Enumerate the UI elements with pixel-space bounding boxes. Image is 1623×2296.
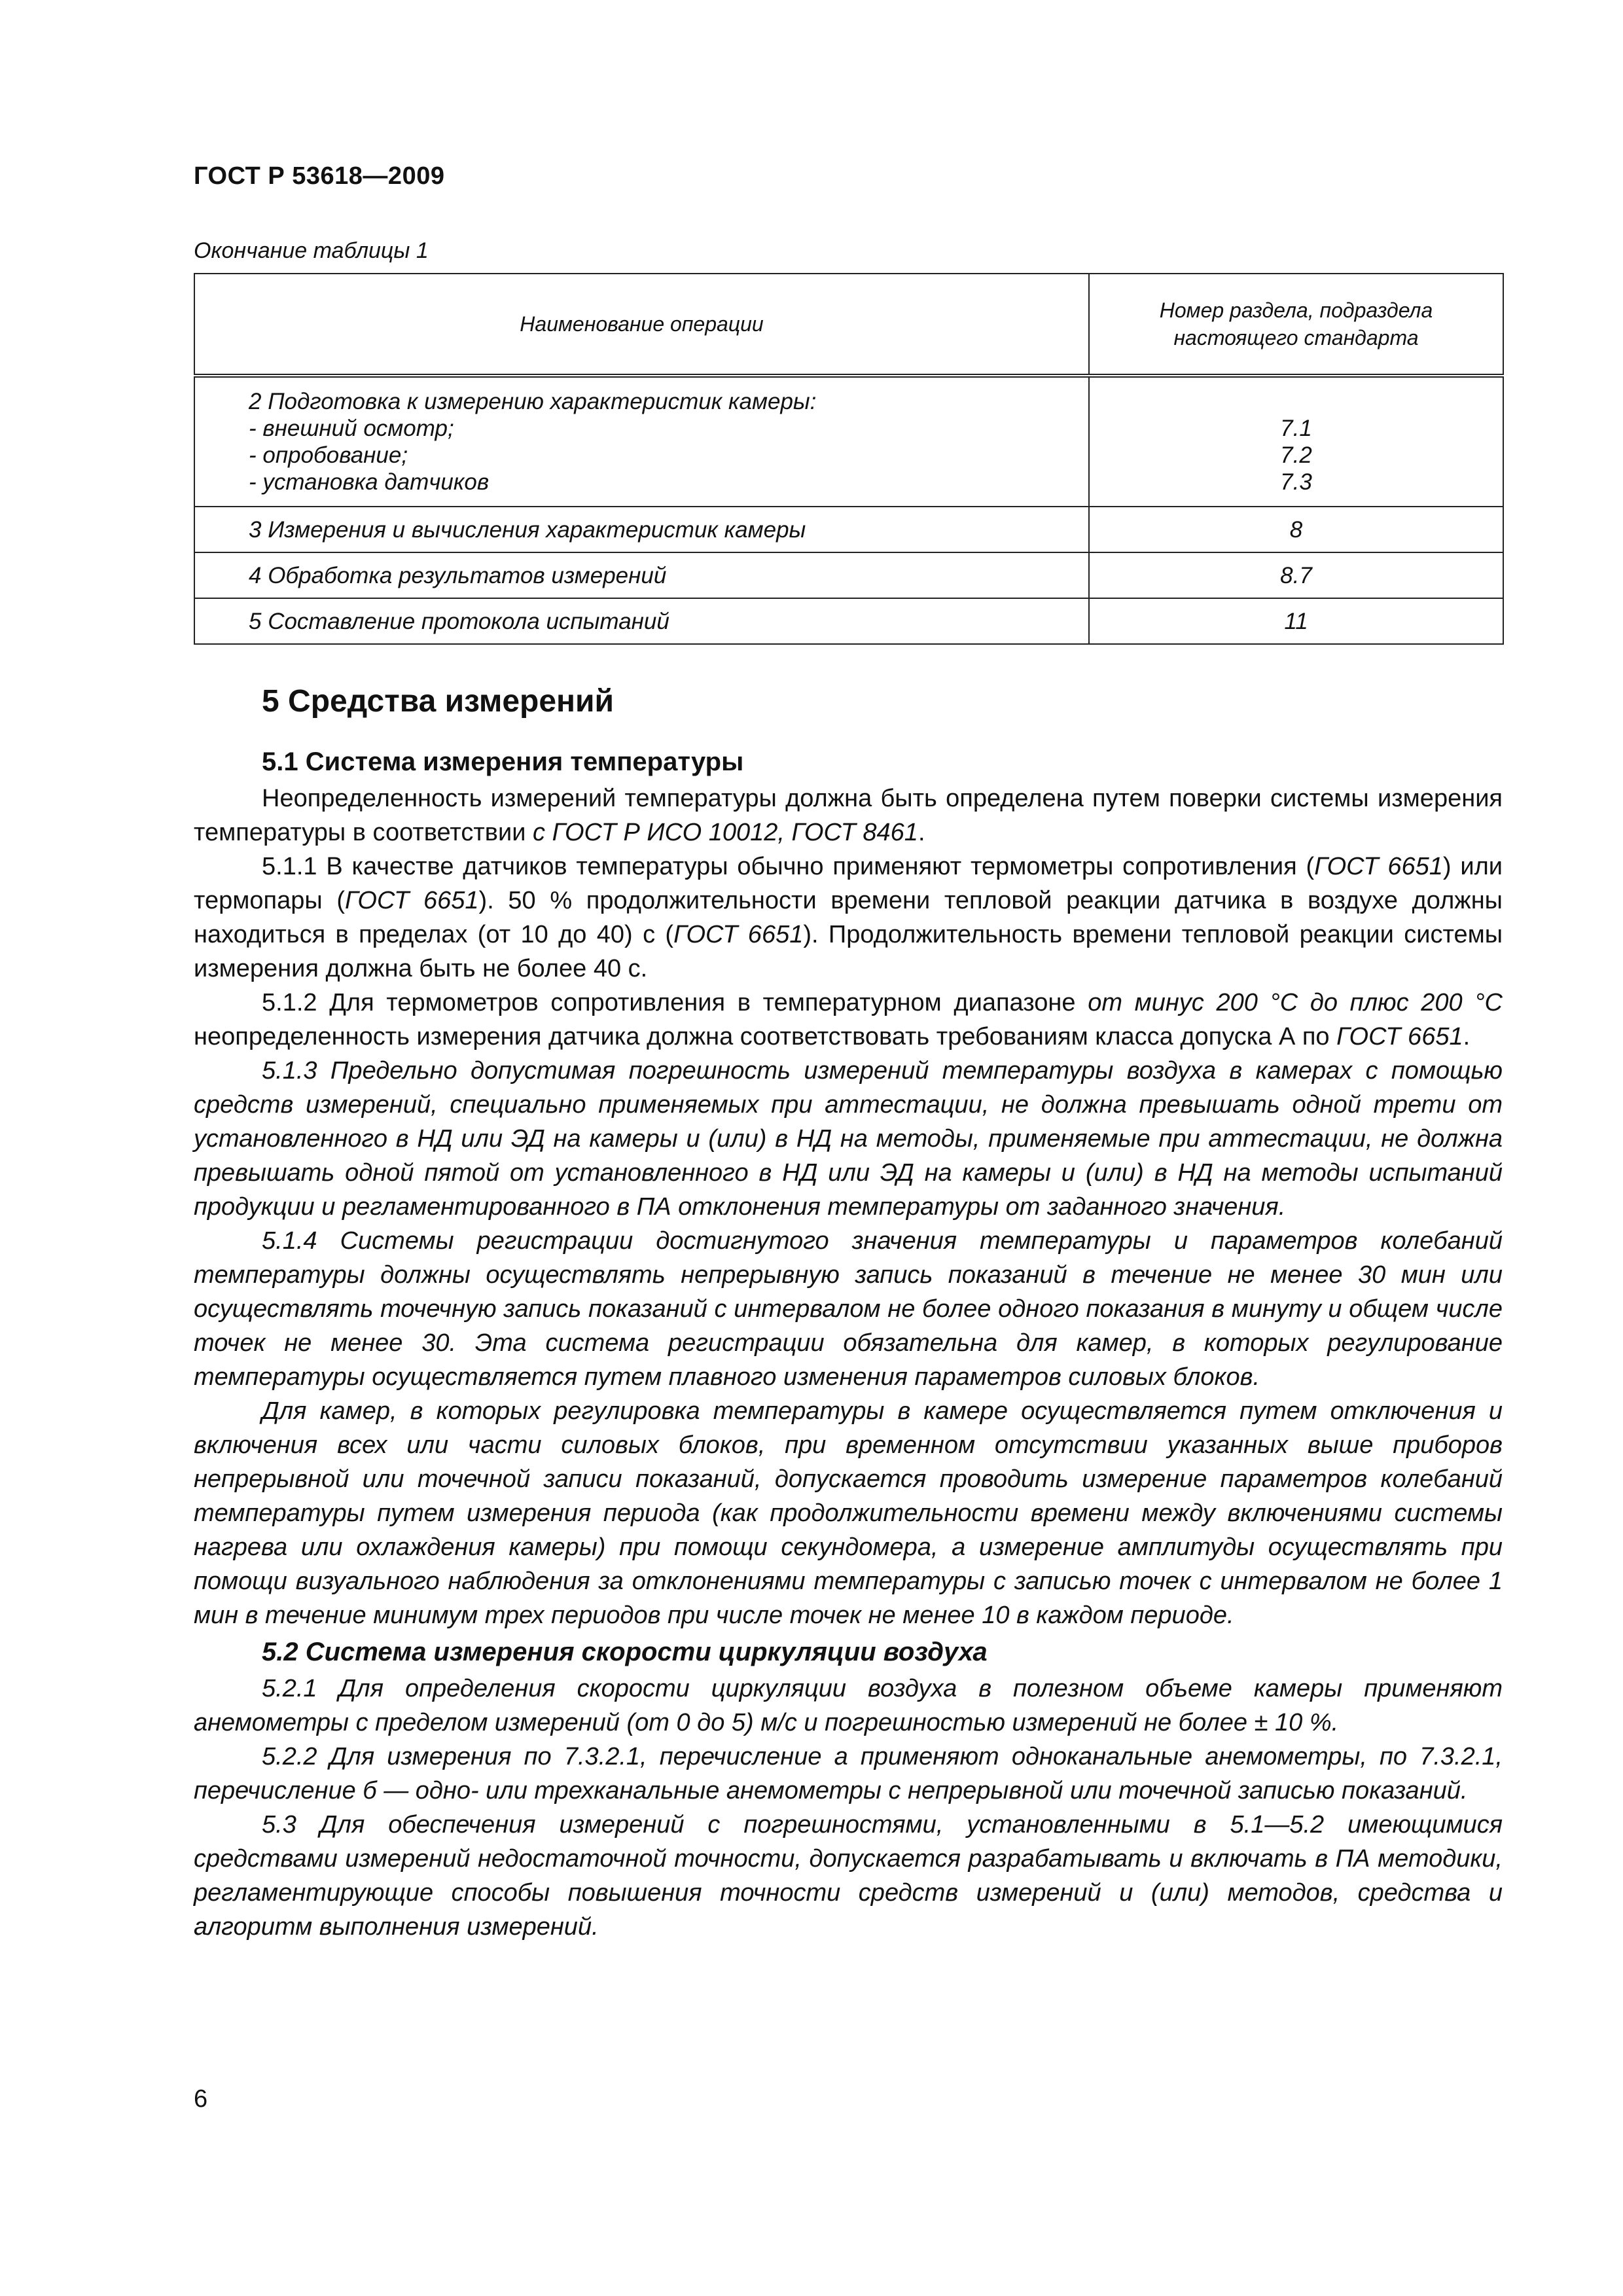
operation-subitem: - опробование; [249,442,408,468]
subsection-title: 5.2 Система измерения скорости циркуляции воздуха [262,1638,988,1666]
operations-table [194,273,1504,645]
paragraph: Для камер, в которых регулировка температуры в камере осуществляется путем отключения и включения всех или части силовых блоков, при временном отсутствии указанных выше приборов непрерывной или точечной записи показаний, допускается проводить измерение параметров колебаний температуры путем измерения периода (как продолжительности времени между включениями системы нагрева или охлаждения камеры) при помощи секундомера, а измерение амплитуды осуществлять при помощи визуального наблюдения за отклонениями температуры с записью точек с интервалом не более 1 мин в течение минимум трех периодов при числе точек не менее 10 в каждом периоде. [194,1397,1503,1629]
section-body [194,742,1503,1944]
paragraph: 5.1.4 Системы регистрации достигнутого значения температуры и параметров колебаний температуры должны осуществлять непрерывную запись показаний в течение не менее 30 мин или осуществлять точечную запись показаний с интервалом не более одного показания в минуту и общем числе точек не менее 30. Эта система регистрации обязательна для камер, в которых регулирование температуры осуществляется путем плавного изменения параметров силовых блоков. [194,1227,1503,1391]
section-number: 8.7 [1089,552,1503,598]
operation-subitem: - внешний осмотр; [249,416,454,441]
operation-name: 4 Обработка результатов измерений [194,552,1089,598]
table-header-row [194,274,1503,376]
operation-name: 3 Измерения и вычисления характеристик камеры [194,507,1089,552]
section-title: 5 Средства измерений [262,684,615,719]
operation-cell [194,376,1089,507]
section-number: 8 [1089,507,1503,552]
table-row [194,376,1503,507]
paragraph: 5.3 Для обеспечения измерений с погрешностями, установленными в 5.1—5.2 имеющимися средствами измерений недостаточной точности, допускается разрабатывать и включать в ПА методики, регламентирующие способы повышения точности средств измерений и (или) методов, средства и алгоритм выполнения измерений. [194,1811,1503,1941]
paragraph: Неопределенность измерений температуры должна быть определена путем поверки системы измерения температуры в соответствии с ГОСТ Р ИСО 10012, ГОСТ 8461. [194,785,1503,846]
operation-subitem: - установка датчиков [249,469,490,495]
section-number: 7.2 [1280,442,1312,468]
section-number: 11 [1089,598,1503,644]
paragraph: 5.2.2 Для измерения по 7.3.2.1, перечисление а применяют одноканальные анемометры, по 7.3.2.1, перечисление б — одно- или трехканальные анемометры с непрерывной или точечной записью показаний. [194,1743,1503,1804]
table-row [194,507,1503,552]
paragraph: 5.1.2 Для термометров сопротивления в температурном диапазоне от минус 200 °С до плюс 200 °С неопределенность измерения датчика должна соответствовать требованиям класса допуска А по ГОСТ 6651. [194,989,1503,1050]
section-number-cell [1089,376,1503,507]
header-line: Номер раздела, подраздела [1159,298,1433,322]
table-caption: Окончание таблицы 1 [194,238,429,263]
operation-name: 5 Составление протокола испытаний [194,598,1089,644]
paragraph: 5.1.1 В качестве датчиков температуры обычно применяют термометры сопротивления (ГОСТ 6651) или термопары (ГОСТ 6651). 50 % продолжительности времени тепловой реакции датчика в воздухе должны находиться в пределах (от 10 до 40) с (ГОСТ 6651). Продолжительность времени тепловой реакции системы измерения должна быть не более 40 с. [194,853,1503,982]
subsection-title: 5.1 Система измерения температуры [262,747,744,776]
table-row [194,552,1503,598]
operation-name: 2 Подготовка к измерению характеристик камеры: [249,389,817,414]
header-line: настоящего стандарта [1173,326,1419,350]
paragraph: 5.2.1 Для определения скорости циркуляции воздуха в полезном объеме камеры применяют анемометры с пределом измерений (от 0 до 5) м/с и погрешностью измерений не более ± 10 %. [194,1675,1503,1736]
table-header-operation: Наименование операции [194,274,1089,376]
section-number: 7.1 [1280,416,1312,441]
table-row [194,598,1503,644]
document-code: ГОСТ Р 53618—2009 [194,162,445,190]
page-number: 6 [194,2085,208,2113]
paragraph: 5.1.3 Предельно допустимая погрешность измерений температуры воздуха в камерах с помощью средств измерений, специально применяемых при аттестации, не должна превышать одной трети от установленного в НД или ЭД на камеры и (или) в НД на методы, применяемые при аттестации, не должна превышать одной пятой от установленного в НД или ЭД на камеры и (или) в НД на методы испытаний продукции и регламентированного в ПА отклонения температуры от заданного значения. [194,1057,1503,1221]
section-number: 7.3 [1280,469,1312,495]
table-header-section-number [1089,274,1503,376]
